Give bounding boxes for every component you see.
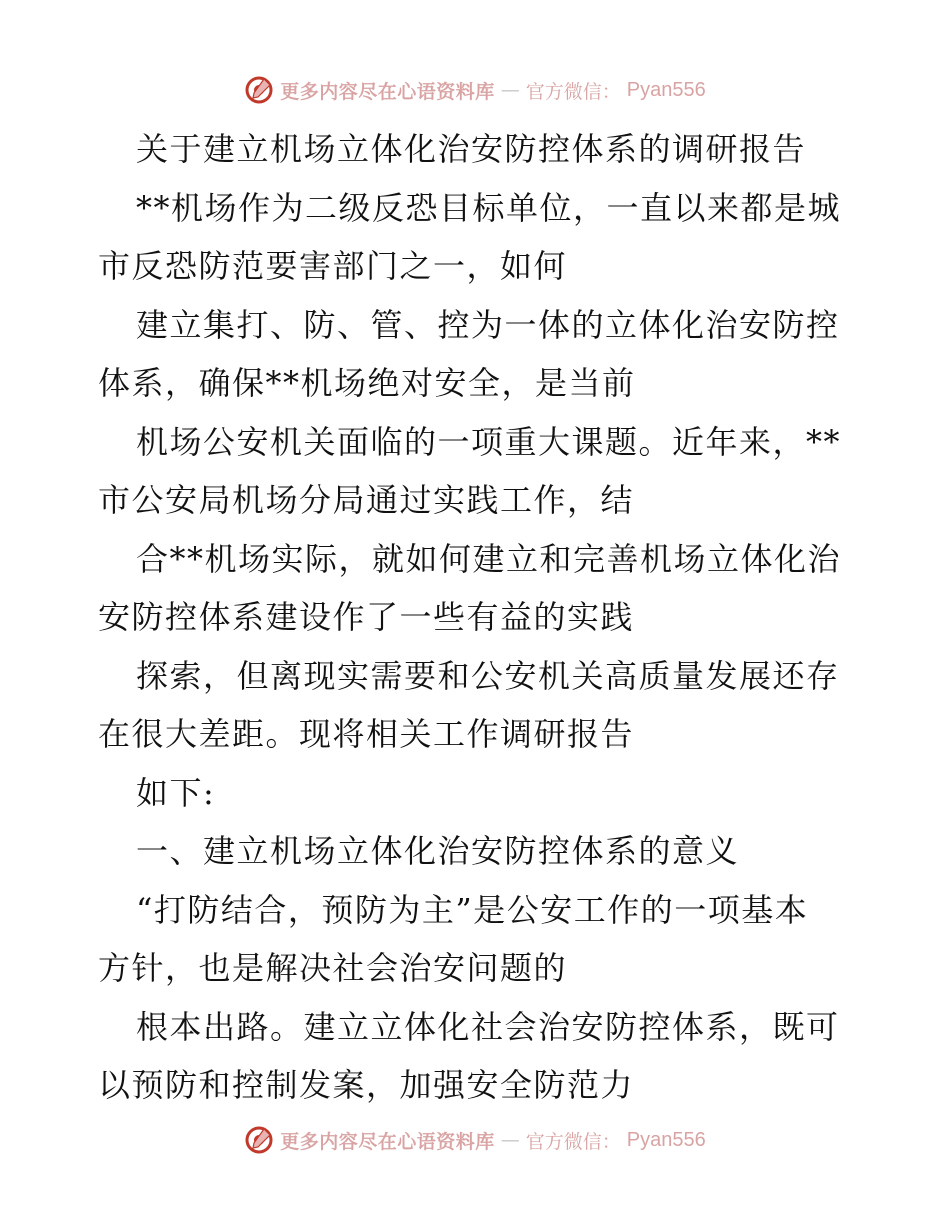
document-line: 体系，确保**机场绝对安全，是当前 xyxy=(98,364,636,402)
banner-site-text: 更多内容尽在心语资料库 xyxy=(280,80,495,103)
banner-site-text: 更多内容尽在心语资料库 xyxy=(280,1130,495,1153)
document-line: “打防结合，预防为主”是公安工作的一项基本 xyxy=(136,890,809,929)
document-line: 方针，也是解决社会治安问题的 xyxy=(98,949,568,987)
document-line: **机场作为二级反恐目标单位，一直以来都是城 xyxy=(136,188,842,227)
section-heading: 一、建立机场立体化治安防控体系的意义 xyxy=(136,832,740,870)
document-line: 安防控体系建设作了一些有益的实践 xyxy=(98,598,635,636)
banner-separator: — xyxy=(500,1129,520,1151)
logo-icon xyxy=(244,75,274,105)
document-line: 关于建立机场立体化治安防控体系的调研报告 xyxy=(136,130,807,168)
document-line: 根本出路。建立立体化社会治安防控体系，既可 xyxy=(136,1007,840,1046)
banner-wechat-id: Pyan556 xyxy=(626,78,706,101)
document-line: 以预防和控制发案，加强安全防范力 xyxy=(98,1066,635,1104)
header-banner xyxy=(0,70,950,110)
document-line: 机场公安机关面临的一项重大课题。近年来，** xyxy=(136,422,842,461)
banner-official-label: 官方微信： xyxy=(525,1130,621,1153)
footer-banner xyxy=(0,1120,950,1160)
document-line: 在很大差距。现将相关工作调研报告 xyxy=(98,715,635,753)
document-line: 如下: xyxy=(136,773,216,812)
banner-separator: — xyxy=(500,79,520,101)
document-line: 探索，但离现实需要和公安机关高质量发展还存 xyxy=(136,656,840,695)
banner-official-label: 官方微信： xyxy=(525,80,621,103)
document-line: 市公安局机场分局通过实践工作，结 xyxy=(98,481,635,519)
document-line: 市反恐防范要害部门之一，如何 xyxy=(98,247,568,285)
document-line: 建立集打、防、管、控为一体的立体化治安防控 xyxy=(136,305,840,344)
logo-icon xyxy=(244,1125,274,1155)
document-line: 合**机场实际，就如何建立和完善机场立体化治 xyxy=(136,539,842,578)
document-body xyxy=(98,120,856,1115)
banner-wechat-id: Pyan556 xyxy=(626,1128,706,1151)
